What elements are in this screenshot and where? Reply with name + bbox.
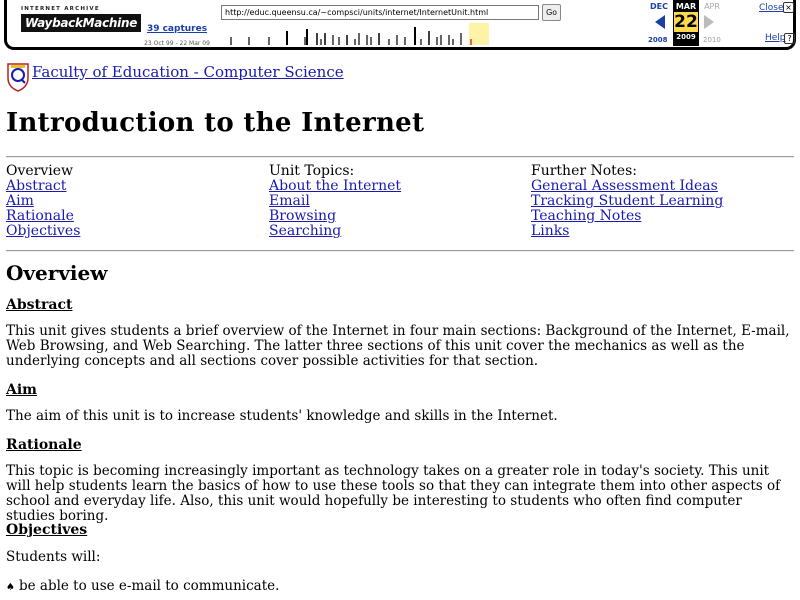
url-input[interactable]: http://educ.queensu.ca/~compsci/units/internet/InternetUnit.html [221, 5, 539, 20]
captures-range: 23 Oct 99 - 22 Mar 09 [144, 40, 210, 47]
nav-link-teaching-notes[interactable]: Teaching Notes [531, 208, 642, 224]
current-day: 22 [674, 12, 698, 32]
nav-link-rationale[interactable]: Rationale [6, 208, 74, 224]
nav-further-notes-column [531, 164, 791, 239]
next-month-label: APR [704, 2, 720, 11]
rationale-heading: Rationale [6, 437, 82, 453]
objectives-heading: Objectives [6, 522, 88, 538]
prev-capture-arrow-icon[interactable] [655, 15, 665, 29]
nav-link-links[interactable]: Links [531, 223, 570, 239]
nav-unit-topics-heading: Unit Topics: [269, 163, 355, 179]
nav-unit-topics-column [269, 164, 529, 239]
rationale-text: This topic is becoming increasingly important as technology takes on a greater role in today's society. This unit will help students learn the basics of how to use these tools so that they can integrate them into other aspects of school and everyday life. Also, this unit would hopefully be interesting to students who often find computer studies boring. [6, 463, 781, 524]
prev-month-label[interactable]: DEC [650, 2, 668, 11]
captures-box [137, 24, 217, 47]
close-icon[interactable]: × [783, 2, 794, 13]
divider [6, 250, 794, 252]
nav-overview-heading: Overview [6, 163, 74, 179]
list-item [6, 579, 279, 595]
nav-further-notes-heading: Further Notes: [531, 163, 637, 179]
nav-link-searching[interactable]: Searching [269, 223, 342, 239]
nav-link-assessment-ideas[interactable]: General Assessment Ideas [531, 178, 718, 194]
wayback-logo[interactable] [21, 6, 138, 40]
nav-link-aim[interactable]: Aim [6, 193, 34, 209]
overview-heading: Overview [6, 261, 108, 285]
site-header [6, 62, 344, 92]
abstract-text: This unit gives students a brief overview of the Internet in four main sections: Background of the Internet, E-mail, Web Browsing, and Web Searching. The latter three sections of this unit cover the mechanics as well as the underlying concepts and all sections cover possible activities for that section. [6, 323, 790, 369]
divider [6, 156, 794, 158]
faculty-link[interactable]: Faculty of Education - Computer Science [32, 63, 344, 81]
objectives-intro: Students will: [6, 549, 101, 565]
nav-link-objectives[interactable]: Objectives [6, 223, 81, 239]
nav-link-tracking-learning[interactable]: Tracking Student Learning [531, 193, 724, 209]
next-year-label: 2010 [703, 36, 721, 44]
prev-year-label[interactable]: 2008 [648, 36, 668, 44]
nav-overview-column [6, 164, 266, 239]
page-title: Introduction to the Internet [6, 108, 425, 138]
capture-sparkline[interactable] [221, 23, 637, 45]
current-year: 2009 [676, 33, 696, 41]
nav-link-about-internet[interactable]: About the Internet [269, 178, 402, 194]
help-link[interactable]: Help [765, 33, 786, 43]
wayback-toolbar [4, 0, 796, 50]
current-month: MAR [675, 2, 697, 11]
captures-link[interactable]: 39 captures [146, 24, 208, 34]
wayback-logo-bottom: WaybackMachine [21, 14, 141, 32]
abstract-heading: Abstract [6, 297, 73, 313]
queens-crest-icon [6, 62, 30, 92]
sparkline-bars [231, 27, 461, 45]
nav-link-email[interactable]: Email [269, 193, 310, 209]
go-button[interactable]: Go [542, 4, 561, 21]
close-link[interactable]: Close [759, 3, 784, 13]
nav-link-abstract[interactable]: Abstract [6, 178, 67, 194]
wayback-logo-top: INTERNET ARCHIVE [21, 6, 100, 12]
aim-text: The aim of this unit is to increase students' knowledge and skills in the Internet. [6, 408, 558, 424]
aim-heading: Aim [6, 382, 37, 398]
help-icon[interactable]: ? [784, 33, 795, 44]
next-capture-arrow-icon [704, 15, 714, 29]
objective-text: be able to use e-mail to communicate. [18, 578, 280, 594]
bullet-icon: ♠ [6, 582, 15, 593]
nav-link-browsing[interactable]: Browsing [269, 208, 337, 224]
current-date-box [673, 0, 699, 46]
sparkline-current-highlight [469, 23, 489, 45]
